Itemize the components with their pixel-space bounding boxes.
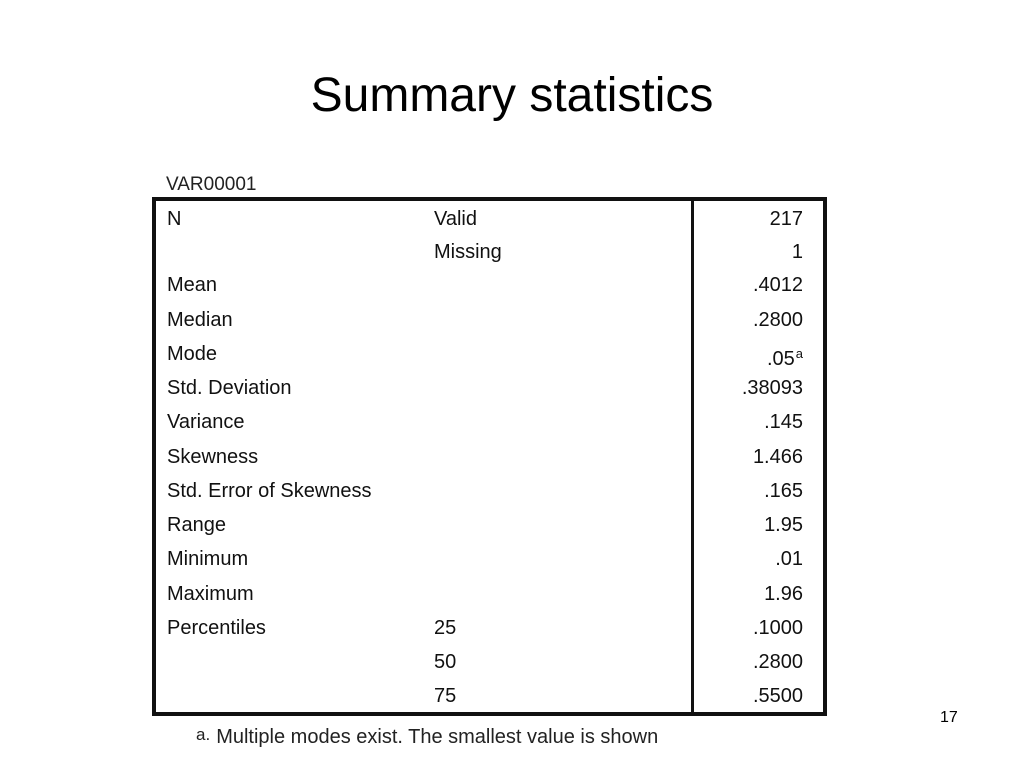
row-value-text: .1000 [752, 617, 803, 639]
row-label: Mean [167, 274, 218, 296]
table-row [156, 474, 823, 508]
row-label: N [167, 208, 182, 230]
row-value [753, 645, 803, 679]
row-label: Median [167, 309, 233, 331]
table-row [156, 303, 823, 337]
row-value-text: .2800 [752, 651, 803, 673]
table-row [156, 235, 823, 269]
row-label: Range [167, 514, 226, 536]
row-value [753, 611, 803, 645]
row-value [764, 508, 803, 542]
table-row [156, 577, 823, 611]
row-value-text: 1 [791, 241, 803, 263]
row-sublabel: 50 [434, 651, 457, 673]
row-value-text: 1.96 [764, 583, 803, 605]
row-value-text: 1.466 [752, 446, 803, 468]
row-label: Percentiles [167, 617, 266, 639]
row-value [742, 371, 803, 405]
footnote-reference: a [795, 346, 803, 361]
table-footnote [196, 722, 658, 750]
footnote-marker: a. [196, 725, 211, 744]
table-row [156, 440, 823, 474]
row-value-text: .01 [775, 548, 803, 570]
table-row [156, 202, 823, 236]
row-value [764, 474, 803, 508]
row-label: Mode [167, 343, 218, 365]
row-sublabel: Missing [434, 241, 502, 263]
table-row [156, 542, 823, 576]
row-value [753, 679, 803, 713]
row-value-text: .165 [764, 480, 803, 502]
row-value-text: .5500 [752, 685, 803, 707]
table-row [156, 645, 823, 679]
row-value [764, 577, 803, 611]
row-value [753, 303, 803, 337]
row-value [764, 405, 803, 439]
row-sublabel: 75 [434, 685, 457, 707]
footnote-text: Multiple modes exist. The smallest value is shown [216, 726, 659, 748]
row-value-text: .4012 [752, 274, 803, 296]
row-sublabel: 25 [434, 617, 457, 639]
row-label: Std. Error of Skewness [167, 480, 372, 502]
row-value [753, 268, 803, 302]
row-label: Variance [167, 411, 245, 433]
row-value-text: .2800 [752, 309, 803, 331]
table-variable-caption: VAR00001 [166, 174, 257, 195]
row-label: Skewness [167, 446, 259, 468]
row-sublabel: Valid [434, 208, 477, 230]
row-value [792, 235, 803, 269]
table-row [156, 679, 823, 713]
row-value [753, 440, 803, 474]
statistics-table [152, 197, 827, 716]
row-value-text: .145 [764, 411, 803, 433]
table-row [156, 405, 823, 439]
slide-number: 17 [940, 709, 958, 726]
row-label: Std. Deviation [167, 377, 292, 399]
row-value-text: 217 [769, 208, 803, 230]
table-row [156, 371, 823, 405]
row-value [770, 202, 803, 236]
table-row [156, 337, 823, 371]
table-row [156, 508, 823, 542]
row-value [775, 542, 803, 576]
row-value-text: .38093 [741, 377, 803, 399]
row-label: Minimum [167, 548, 249, 570]
slide-title: Summary statistics [310, 69, 714, 122]
row-value-text: .05 [766, 348, 795, 370]
row-label: Maximum [167, 583, 254, 605]
row-value-text: 1.95 [764, 514, 803, 536]
table-row [156, 611, 823, 645]
table-row [156, 268, 823, 302]
